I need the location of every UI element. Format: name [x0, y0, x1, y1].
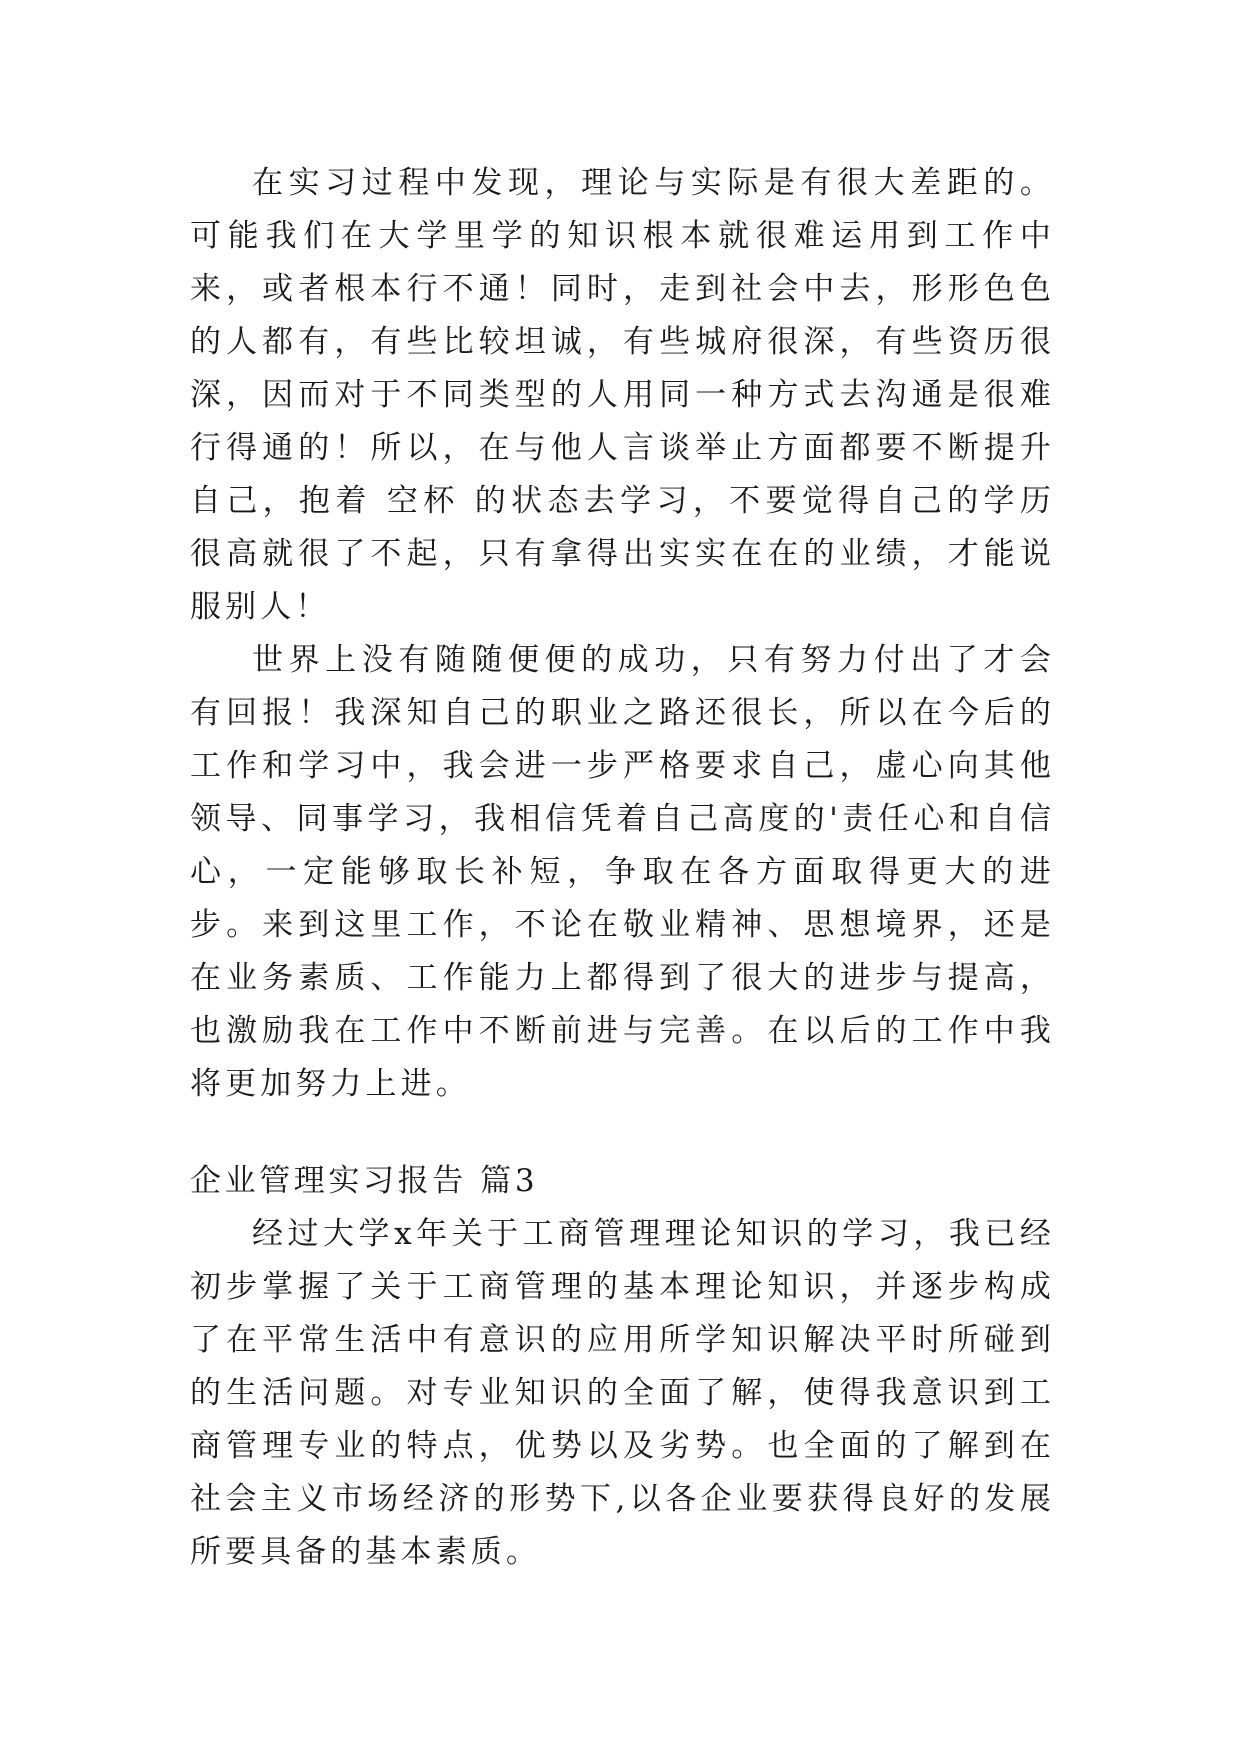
- body-paragraph: 经过大学x年关于工商管理理论知识的学习，我已经初步掌握了关于工商管理的基本理论知识，并逐步构成了在平常生活中有意识的应用所学知识解决平时所碰到的生活问题。对专业知识的全面了解，使得我意识到工商管理专业的特点，优势以及劣势。也全面的了解到在社会主义市场经济的形势下,以各企业要获得良好的发展所要具备的基本素质。: [190, 1216, 1055, 1570]
- body-paragraph: 在实习过程中发现，理论与实际是有很大差距的。可能我们在大学里学的知识根本就很难运用到工作中来，或者根本行不通！同时，走到社会中去，形形色色的人都有，有些比较坦诚，有些城府很深，有些资历很深，因而对于不同类型的人用同一种方式去沟通是很难行得通的！所以，在与他人言谈举止方面都要不断提升自己，抱着 空杯 的状态去学习，不要觉得自己的学历很高就很了不起，只有拿得出实实在在的业绩，才能说服别人！: [190, 165, 1055, 625]
- body-paragraph: 世界上没有随随便便的成功，只有努力付出了才会有回报！我深知自己的职业之路还很长，所以在今后的工作和学习中，我会进一步严格要求自己，虚心向其他领导、同事学习，我相信凭着自己高度的'责任心和自信心，一定能够取长补短，争取在各方面取得更大的进步。来到这里工作，不论在敬业精神、思想境界，还是在业务素质、工作能力上都得到了很大的进步与提高，也激励我在工作中不断前进与完善。在以后的工作中我将更加努力上进。: [190, 642, 1055, 1102]
- document-body: [190, 157, 1055, 1579]
- section-heading: 企业管理实习报告 篇3: [190, 1163, 539, 1199]
